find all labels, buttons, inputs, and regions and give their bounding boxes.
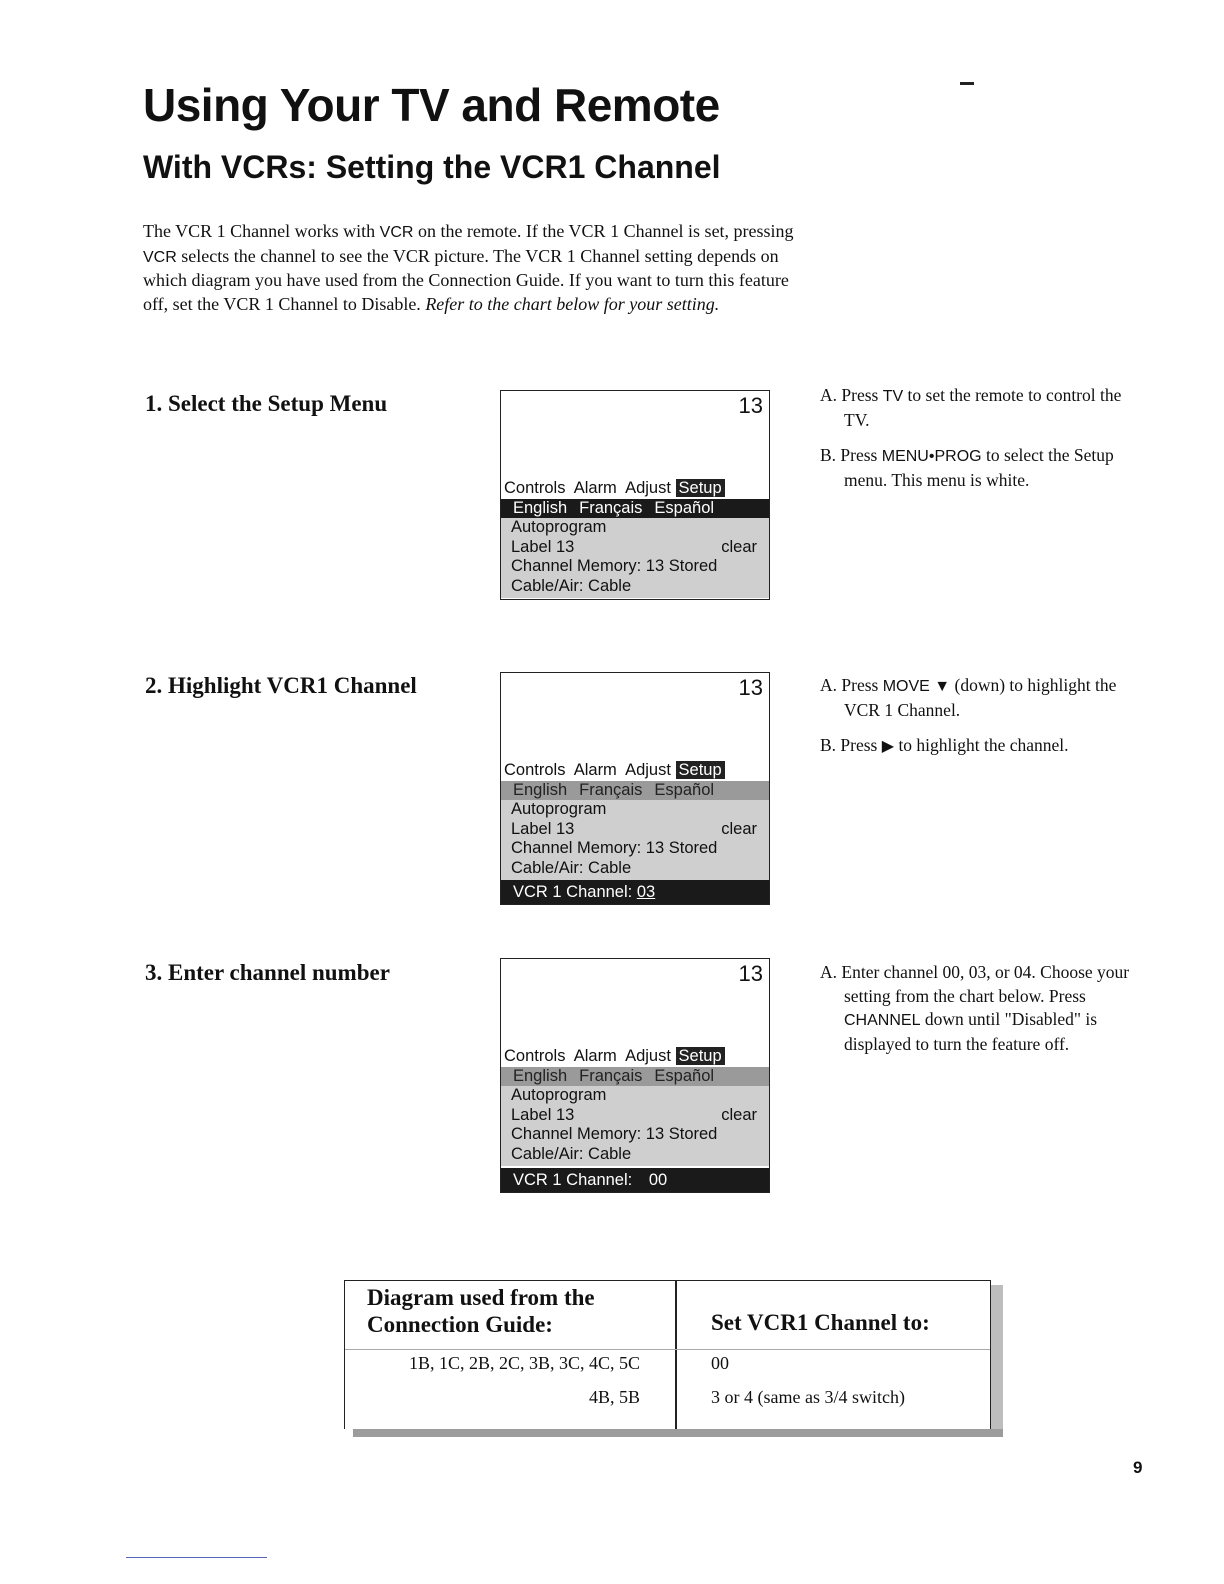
setup-menu-selected: Setup — [676, 761, 725, 779]
table-divider — [675, 1281, 677, 1429]
vcr1-channel-value: 03 — [636, 883, 656, 901]
table-cell-setting: 00 — [711, 1353, 729, 1373]
table-cell-diagram: 4B, 5B — [588, 1387, 640, 1407]
setup-options: Autoprogram Label 13 clear Channel Memory: 13 Stored Cable/Air: Cable — [501, 518, 769, 598]
top-menu: Controls Alarm Adjust Setup — [504, 1047, 725, 1066]
setup-menu-selected: Setup — [676, 1047, 725, 1065]
top-menu: Controls Alarm Adjust Setup — [504, 479, 725, 498]
setup-options: Autoprogram Label 13 clear Channel Memory: 13 Stored Cable/Air: Cable — [501, 1086, 769, 1166]
table-shadow — [353, 1429, 1003, 1437]
language-row: English Français Español — [501, 781, 769, 800]
tv-screen-step-1 — [500, 390, 770, 600]
setup-menu-selected: Setup — [676, 479, 725, 497]
vcr-key-label: VCR — [379, 224, 414, 241]
step-1-instructions: A. Press TV to set the remote to control the TV. B. Press MENU•PROG to select the Setup menu. This menu is white. — [820, 385, 1122, 490]
table-cell-setting: 3 or 4 (same as 3/4 switch) — [711, 1387, 905, 1407]
vcr-key-label: VCR — [143, 248, 177, 266]
table-divider — [345, 1349, 990, 1350]
section-subtitle: With VCRs: Setting the VCR1 Channel — [143, 149, 721, 185]
vcr1-channel-bar: VCR 1 Channel: 00 — [501, 1168, 769, 1192]
page-title: Using Your TV and Remote — [143, 79, 720, 131]
step-2-instructions: A. Press MOVE ▼ (down) to highlight the VCR 1 Channel. B. Press ▶ to highlight the channel. — [820, 675, 1117, 755]
step-1-title: 1. Select the Setup Menu — [145, 391, 388, 416]
step-3-instructions: A. Enter channel 00, 03, or 04. Choose your setting from the chart below. Press CHANNEL down until "Disabled" is displayed to turn the feature off. — [820, 962, 1130, 1054]
channel-number: 13 — [738, 675, 763, 700]
step-2-title: 2. Highlight VCR1 Channel — [145, 673, 417, 698]
setup-options: Autoprogram Label 13 clear Channel Memory: 13 Stored Cable/Air: Cable — [501, 800, 769, 880]
step-3-title: 3. Enter channel number — [145, 960, 390, 985]
table-shadow — [991, 1285, 1003, 1435]
top-menu: Controls Alarm Adjust Setup — [504, 761, 725, 780]
vcr1-channel-bar: VCR 1 Channel: 03 — [501, 880, 769, 904]
language-row: English Français Español — [501, 1067, 769, 1086]
corner-mark — [960, 82, 974, 85]
footer-rule — [126, 1557, 267, 1558]
table-header-diagram: Diagram used from the Connection Guide: — [367, 1285, 595, 1337]
tv-screen-step-3 — [500, 958, 770, 1193]
chart-reference: Refer to the chart below for your setting. — [425, 293, 720, 314]
table-header-setting: Set VCR1 Channel to: — [711, 1310, 930, 1335]
vcr1-settings-table — [344, 1280, 991, 1429]
vcr1-channel-value: 00 — [648, 1171, 668, 1189]
channel-number: 13 — [738, 961, 763, 986]
table-cell-diagram: 1B, 1C, 2B, 2C, 3B, 3C, 4C, 5C — [408, 1353, 640, 1373]
channel-number: 13 — [738, 393, 763, 418]
page-number: 9 — [1133, 1458, 1143, 1477]
intro-paragraph: The VCR 1 Channel works with VCR on the remote. If the VCR 1 Channel is set, pressing VCR selects the channel to see the VCR picture. The VCR 1 Channel setting depends on which diagram you have used from the Connection Guide. If you want to turn this feature off, set the VCR 1 Channel to Disable. Refer to the chart below for your setting. — [143, 221, 794, 314]
language-row: English Français Español — [501, 499, 769, 518]
tv-screen-step-2 — [500, 672, 770, 905]
